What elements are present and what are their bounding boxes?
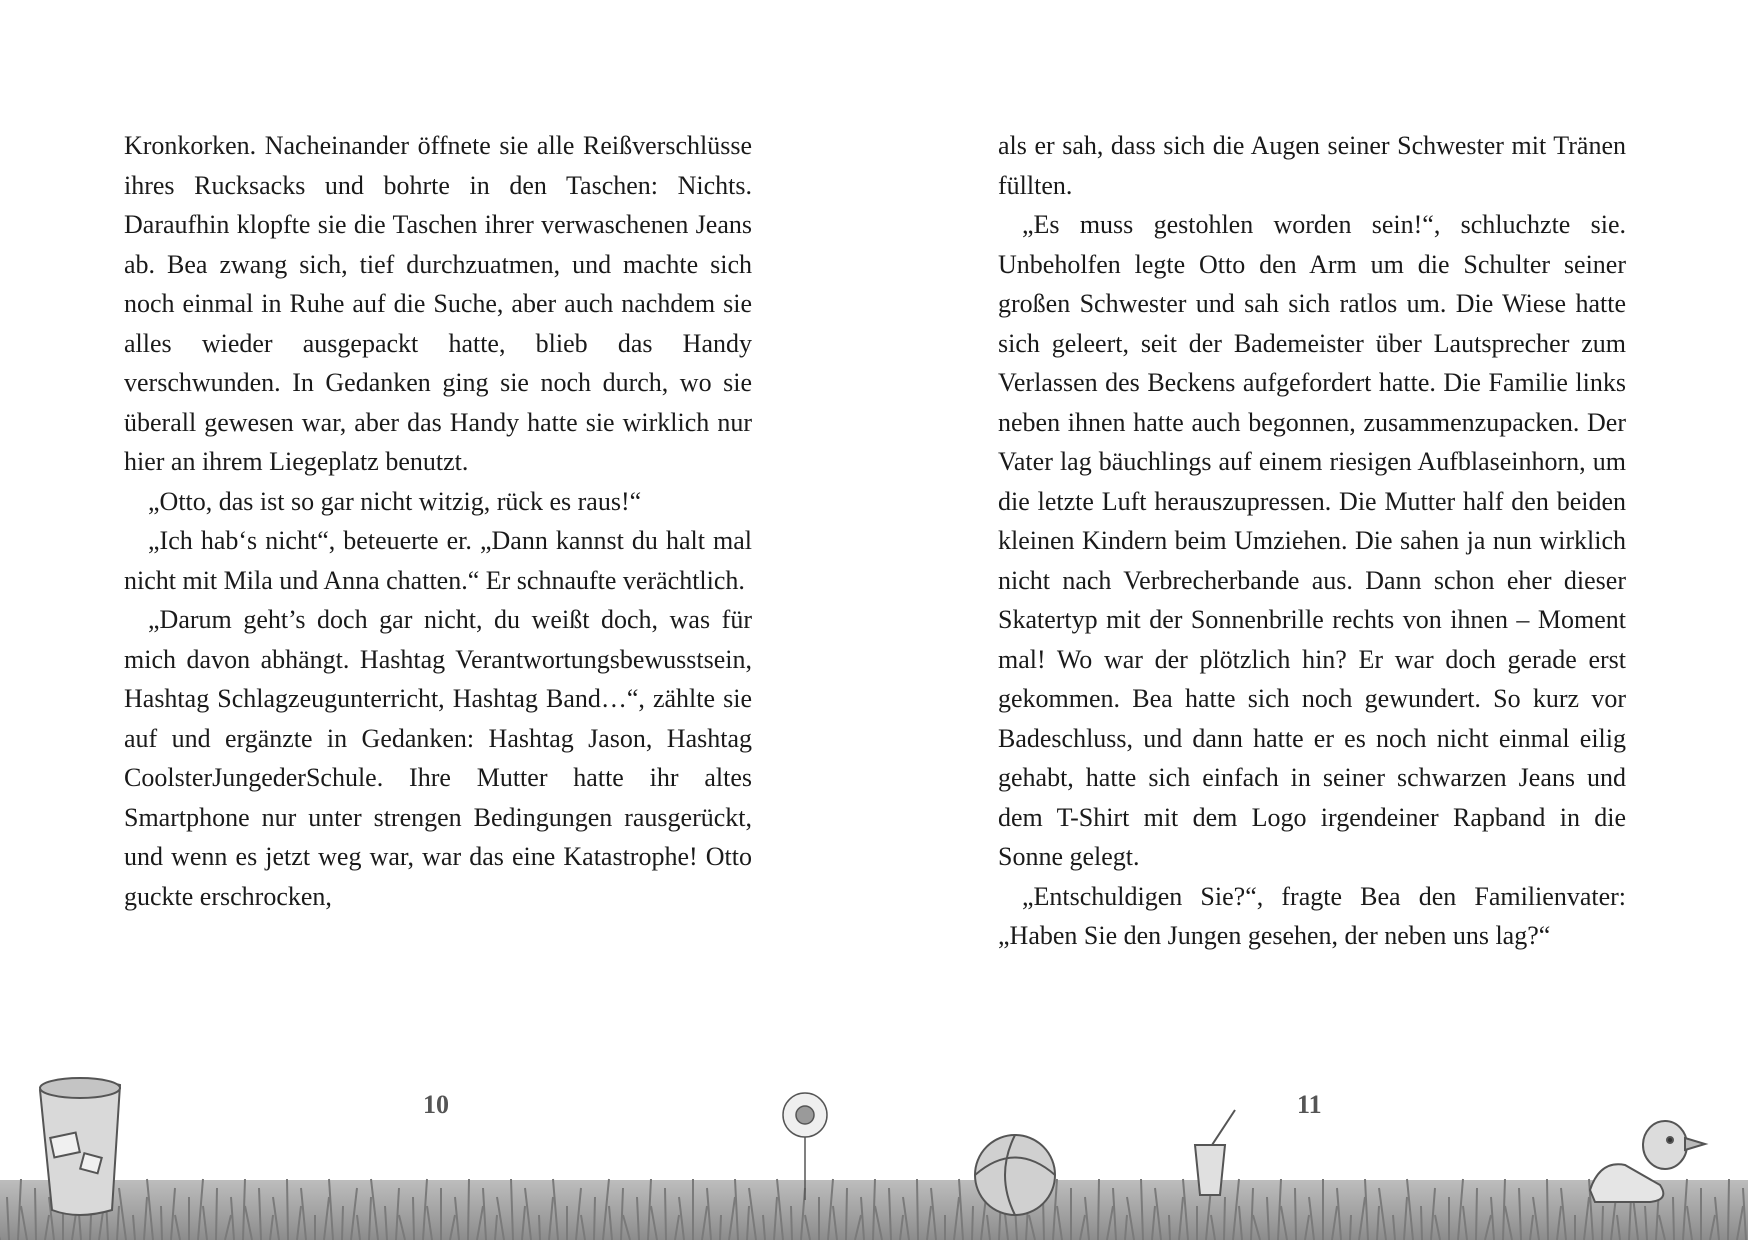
grass-blade bbox=[1295, 1188, 1296, 1240]
paragraph: „Darum geht’s doch gar nicht, du weißt doch, was für mich davon abhängt. Hashtag Verantwortungsbewusstsein, Hashtag Schlagzeugunterricht, Hashtag Band…“, zählte sie auf und ergänzte in Gedanken: Hashtag Jason, Hashtag CoolsterJungederSchule. Ihre Mutter hatte ihr altes Smartphone nur unter strengen Bedingungen rausgerückt, und wenn es jetzt weg war, war das eine Katastrophe! Otto guckte erschrocken, bbox=[124, 605, 752, 911]
grass-blade bbox=[161, 1206, 162, 1240]
grass-blade bbox=[917, 1179, 918, 1240]
grass-blade bbox=[35, 1188, 36, 1240]
grass-blade bbox=[342, 1206, 343, 1240]
grass-blade bbox=[1673, 1197, 1674, 1240]
left-page bbox=[124, 126, 752, 916]
right-page bbox=[998, 126, 1626, 956]
grass-blade bbox=[665, 1188, 666, 1240]
page-number-right: 11 bbox=[1297, 1090, 1322, 1119]
grass-blade bbox=[1421, 1206, 1422, 1240]
grass-blade bbox=[720, 1215, 721, 1240]
grass-blade bbox=[1169, 1215, 1170, 1240]
sneaker-icon bbox=[1590, 1164, 1663, 1202]
beach-ball-icon bbox=[975, 1135, 1055, 1215]
paragraph: „Entschuldigen Sie?“, fragte Bea den Familienvater: „Haben Sie den Jungen gesehen, der neben uns lag?“ bbox=[998, 881, 1626, 950]
flower-pot-icon bbox=[40, 1078, 120, 1215]
grass-blade bbox=[468, 1179, 469, 1240]
grass-blade bbox=[1602, 1206, 1603, 1240]
paragraph: „Ich hab‘s nicht“, beteuerte er. „Dann kannst du halt mal nicht mit Mila und Anna chatten.“ Er schnaufte verächtlich. bbox=[124, 526, 752, 595]
paragraph: „Otto, das ist so gar nicht witzig, rück es raus!“ bbox=[148, 486, 642, 516]
paragraph: „Es muss gestohlen worden sein!“, schluchzte sie. Unbeholfen legte Otto den Arm um die Schulter seiner großen Schwester und sah sich ratlos um. Die Wiese hatte sich geleert, seit der Bademeister über Lautsprecher zum Verlassen des Beckens aufgefordert hatte. Die Familie links neben ihnen hatte auch begonnen, zusammenzupacken. Der Vater lag bäuchlings auf einem riesigen Aufblaseinhorn, um die letzte Luft herauszupressen. Die Mutter half den beiden kleinen Kindern beim Umziehen. Die sahen ja nun wirklich nicht nach Verbrecherbande aus. Dann schon eher dieser Skatertyp mit der Sonnenbrille rechts von ihnen – Moment mal! Wo war der plötzlich hin? Er war doch gerade erst gekommen. Bea hatte sich noch gewundert. So kurz vor Badeschluss, und dann hatte er es noch nicht einmal eilig gehabt, hatte sich einfach in seiner schwarzen Jeans und dem T-Shirt mit dem Logo irgendeiner Rapband in die Sonne gelegt. bbox=[998, 210, 1626, 871]
grass-blade bbox=[539, 1215, 540, 1240]
paragraph: als er sah, dass sich die Augen seiner Schwester mit Tränen füllten. bbox=[998, 131, 1626, 200]
grass-blade bbox=[216, 1188, 217, 1240]
paragraph: Kronkorken. Nacheinander öffnete sie alle Reißverschlüsse ihres Rucksacks und bohrte in den Taschen: Nichts. Daraufhin klopfte sie die Taschen ihrer verwaschenen Jeans ab. Bea zwang sich, tief durchzuatmen, und machte sich noch einmal in Ruhe auf die Suche, aber auch nachdem sie alles wieder ausgepackt hatte, blieb das Handy verschwunden. In Gedanken ging sie noch durch, wo sie überall gewesen war, aber das Handy hatte sie wirklich nur hier an ihrem Liegeplatz benutzt. bbox=[124, 131, 752, 476]
grass-blade bbox=[594, 1197, 595, 1240]
grass-blade bbox=[846, 1188, 847, 1240]
grass-blade bbox=[90, 1215, 91, 1240]
grass-blade bbox=[1098, 1179, 1099, 1240]
grass-illustration bbox=[0, 1060, 1748, 1240]
grass-blade bbox=[413, 1197, 414, 1240]
page-number-left: 10 bbox=[423, 1090, 449, 1119]
grass-blade bbox=[972, 1206, 973, 1240]
grass-blade bbox=[287, 1179, 288, 1240]
grass-blade bbox=[1224, 1197, 1225, 1240]
grass-blade bbox=[1476, 1188, 1477, 1240]
rubber-duck-icon bbox=[1643, 1121, 1705, 1169]
grass-blade bbox=[1728, 1179, 1729, 1240]
grass-blade bbox=[791, 1206, 792, 1240]
grass-blade bbox=[1547, 1179, 1548, 1240]
grass-blade bbox=[1350, 1215, 1351, 1240]
